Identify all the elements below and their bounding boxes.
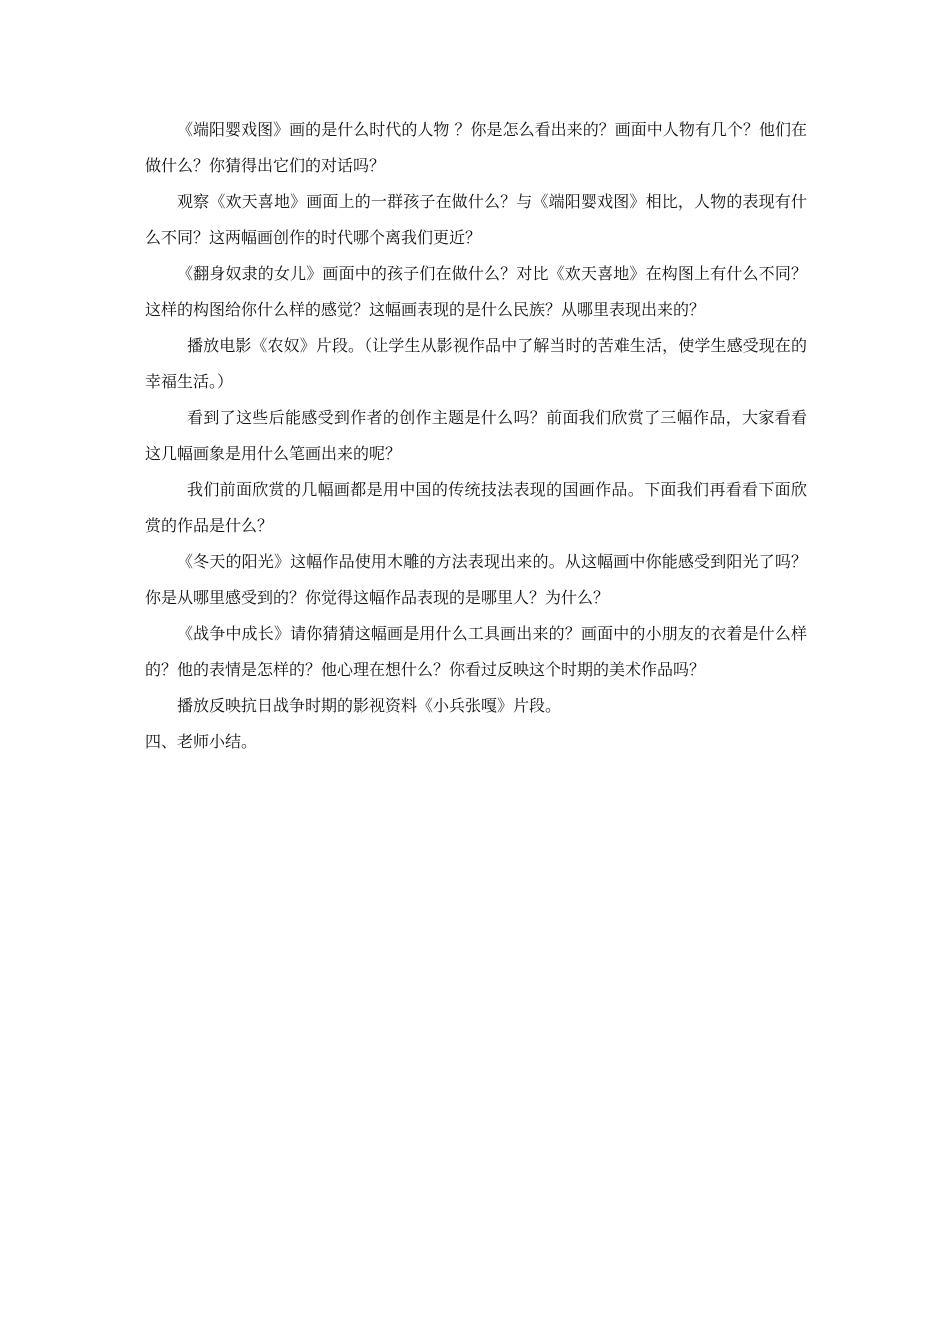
paragraph-guohua: 我们前面欣赏的几幅画都是用中国的传统技法表现的国画作品。下面我们再看看下面欣赏的作品是什么？ bbox=[145, 480, 807, 535]
paragraph-theme-question: 看到了这些后能感受到作者的创作主题是什么吗？前面我们欣赏了三幅作品，大家看看这几幅画象是用什么笔画出来的呢？ bbox=[145, 408, 807, 463]
document-body bbox=[145, 112, 807, 760]
paragraph-war-growth: 《战争中成长》请你猜猜这幅画是用什么工具画出来的？画面中的小朋友的衣着是什么样的？他的表情是怎样的？他心理在想什么？你看过反映这个时期的美术作品吗？ bbox=[145, 624, 807, 679]
paragraph-xiaobing-film: 播放反映抗日战争时期的影视资料《小兵张嘎》片段。 bbox=[177, 696, 562, 715]
section-heading-summary: 四、老师小结。 bbox=[145, 732, 258, 751]
paragraph-huantian: 观察《欢天喜地》画面上的一群孩子在做什么？与《端阳婴戏图》相比，人物的表现有什么不同？这两幅画创作的时代哪个离我们更近？ bbox=[145, 192, 807, 247]
paragraph-fanshen: 《翻身奴隶的女儿》画面中的孩子们在做什么？对比《欢天喜地》在构图上有什么不同？这样的构图给你什么样的感觉？这幅画表现的是什么民族？从哪里表现出来的？ bbox=[145, 264, 807, 319]
paragraph-winter-sun: 《冬天的阳光》这幅作品使用木雕的方法表现出来的。从这幅画中你能感受到阳光了吗？你是从哪里感受到的？你觉得这幅作品表现的是哪里人？为什么？ bbox=[145, 552, 807, 607]
paragraph-nongnu-film: 播放电影《农奴》片段。（让学生从影视作品中了解当时的苦难生活，使学生感受现在的幸福生活。） bbox=[145, 336, 807, 391]
paragraph-duanyang: 《端阳婴戏图》画的是什么时代的人物 ？你是怎么看出来的？画面中人物有几个？他们在做什么？你猜得出它们的对话吗？ bbox=[145, 120, 807, 175]
